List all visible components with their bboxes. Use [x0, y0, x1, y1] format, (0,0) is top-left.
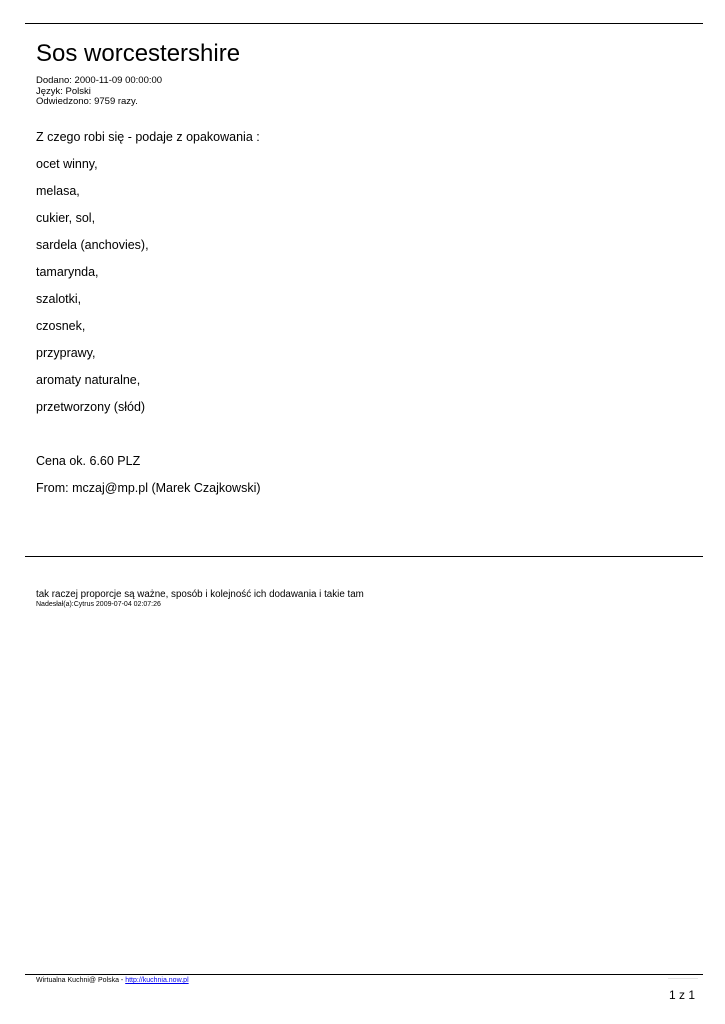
ingredient-item: przetworzony (słód): [36, 400, 146, 414]
ingredient-item: ocet winny,: [36, 157, 98, 171]
ingredient-item: aromaty naturalne,: [36, 373, 141, 387]
comments-divider: [25, 556, 703, 557]
visit-count: Odwiedzono: 9759 razy.: [36, 96, 138, 107]
language: Język: Polski: [36, 85, 91, 97]
price-text: Cena ok. 6.60 PLZ: [36, 454, 141, 468]
recipe-meta: [36, 76, 162, 108]
comment: [36, 589, 364, 609]
intro-text: Z czego robi się - podaje z opakowania :: [36, 130, 260, 144]
footer-site-link[interactable]: http://kuchnia.now.pl: [125, 977, 189, 984]
date-added: Dodano: 2000-11-09 00:00:00: [36, 75, 163, 86]
ingredient-item: czosnek,: [36, 319, 86, 333]
footer-divider: [25, 974, 703, 975]
recipe-content: [36, 128, 261, 506]
ingredient-item: szalotki,: [36, 292, 82, 306]
ingredient-item: przyprawy,: [36, 346, 96, 360]
comment-text: tak raczej proporcje są ważne, sposób i kolejność ich dodawania i takie tam: [36, 589, 364, 600]
page-title: Sos worcestershire: [36, 40, 241, 67]
ingredient-item: tamarynda,: [36, 265, 99, 279]
footer-site: [36, 976, 189, 985]
ingredient-item: sardela (anchovies),: [36, 238, 149, 252]
comment-author: Nadesłał(a):Cytrus 2009-07-04 02:07:26: [36, 601, 161, 608]
footer-site-label: Wirtualna Kuchni@ Polska -: [36, 977, 126, 984]
footer-faint-mark: [668, 978, 698, 979]
page-number: 1 z 1: [669, 988, 696, 1002]
ingredient-item: melasa,: [36, 184, 80, 198]
ingredient-item: cukier, sol,: [36, 211, 96, 225]
spacer: [36, 425, 261, 452]
author-text: From: mczaj@mp.pl (Marek Czajkowski): [36, 481, 261, 495]
top-divider: [25, 23, 703, 24]
